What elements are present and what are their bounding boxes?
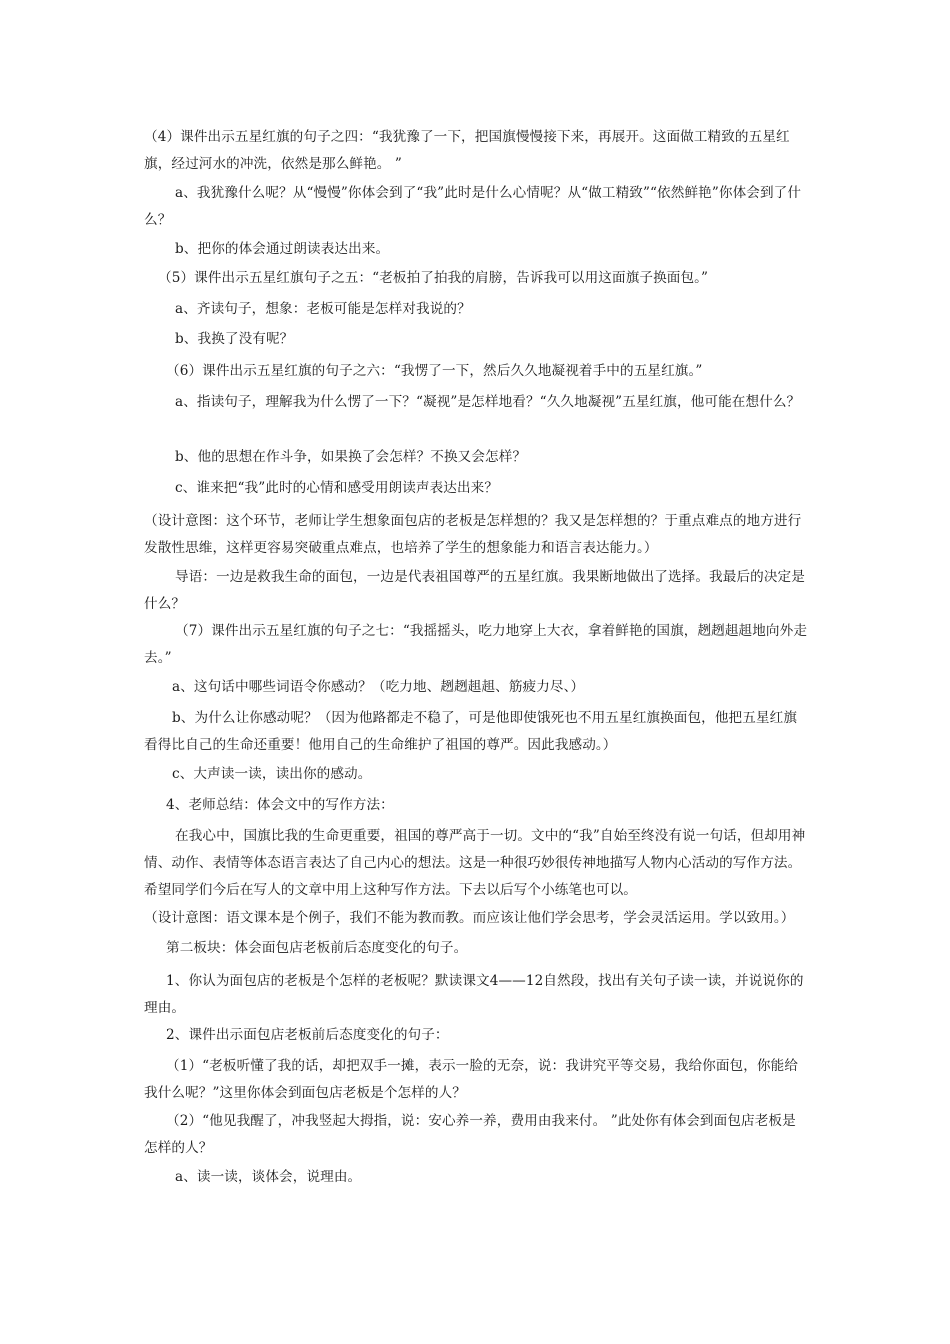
paragraph-flag-sentence-6: （6）课件出示五星红旗的句子之六：“我愣了一下，然后久久地凝视着手中的五星红旗。” [166, 363, 703, 379]
paragraph-section-two-heading: 第二板块：体会面包店老板前后态度变化的句子。 [166, 940, 468, 956]
paragraph-boss-sentence-1: （1）“老板听懂了我的话，却把双手一摊，表示一脸的无奈，说：我讲究平等交易，我给你面包，你能给我什么呢？”这里你体会到面包店老板是个怎样的人？ [144, 1058, 799, 1101]
paragraph-question-a: a、指读句子，理解我为什么愣了一下？“凝视”是怎样地看？“久久地凝视”五星红旗，他可能在想什么？ [175, 394, 801, 410]
paragraph-flag-sentence-7: （7）课件出示五星红旗的句子之七：“我摇摇头，吃力地穿上大衣，拿着鲜艳的国旗，趔趔趄趄地向外走去。” [144, 623, 808, 666]
paragraph-lead-in: 导语：一边是救我生命的面包，一边是代表祖国尊严的五星红旗。我果断地做出了选择。我最后的决定是什么？ [144, 569, 805, 612]
paragraph-design-intent: （设计意图：这个环节，老师让学生想象面包店的老板是怎样想的？我又是怎样想的？于重点难点的地方进行发散性思维，这样更容易突破重点难点，也培养了学生的想象能力和语言表达能力。） [144, 513, 802, 556]
paragraph-question-a: a、我犹豫什么呢？从“慢慢”你体会到了“我”此时是什么心情呢？从“做工精致”“依然鲜艳”你体会到了什么？ [144, 185, 802, 228]
paragraph-question-b: b、把你的体会通过朗读表达出来。 [175, 241, 390, 257]
paragraph-question-b: b、他的思想在作斗争，如果换了会怎样？不换又会怎样？ [175, 449, 527, 465]
paragraph-task-1: 1、你认为面包店的老板是个怎样的老板呢？默读课文4——12自然段，找出有关句子读一读，并说说你的理由。 [144, 973, 804, 1016]
paragraph-teacher-summary: 在我心中，国旗比我的生命更重要，祖国的尊严高于一切。文中的“我”自始至终没有说一句话，但却用神情、动作、表情等体态语言表达了自己内心的想法。这是一种很巧妙很传神地描写人物内心活动的写作方法。希望同学们今后在写人的文章中用上这种写作方法。下去以后写个小练笔也可以。 [144, 828, 806, 898]
paragraph-flag-sentence-5: （5）课件出示五星红旗句子之五：“老板拍了拍我的肩膀，告诉我可以用这面旗子换面包。” [158, 270, 709, 286]
paragraph-task-2: 2、课件出示面包店老板前后态度变化的句子： [166, 1027, 449, 1043]
paragraph-teacher-summary-heading: 4、老师总结：体会文中的写作方法： [166, 797, 394, 813]
paragraph-question-a: a、这句话中哪些词语令你感动？（吃力地、趔趔趄趄、筋疲力尽、） [172, 679, 585, 695]
paragraph-flag-sentence-4: （4）课件出示五星红旗的句子之四：“我犹豫了一下，把国旗慢慢接下来，再展开。这面做工精致的五星红旗，经过河水的冲洗，依然是那么鲜艳。 ” [144, 129, 790, 172]
paragraph-question-b: b、我换了没有呢？ [175, 331, 294, 347]
paragraph-question-a: a、齐读句子，想象：老板可能是怎样对我说的？ [175, 301, 471, 317]
paragraph-boss-sentence-2: （2）“他见我醒了，冲我竖起大拇指，说：安心养一养，费用由我来付。 ”此处你有体会到面包店老板是怎样的人？ [144, 1113, 796, 1156]
paragraph-question-c: c、大声读一读，读出你的感动。 [172, 766, 372, 782]
paragraph-question-b: b、为什么让你感动呢？（因为他路都走不稳了，可是他即使饿死也不用五星红旗换面包，他把五星红旗看得比自己的生命还重要！他用自己的生命维护了祖国的尊严。因此我感动。） [144, 710, 798, 753]
paragraph-question-c: c、谁来把“我”此时的心情和感受用朗读声表达出来？ [175, 480, 499, 496]
paragraph-design-intent: （设计意图：语文课本是个例子，我们不能为教而教。而应该让他们学会思考，学会灵活运用。学以致用。） [144, 910, 795, 926]
paragraph-question-a: a、读一读，谈体会，说理由。 [175, 1169, 362, 1185]
